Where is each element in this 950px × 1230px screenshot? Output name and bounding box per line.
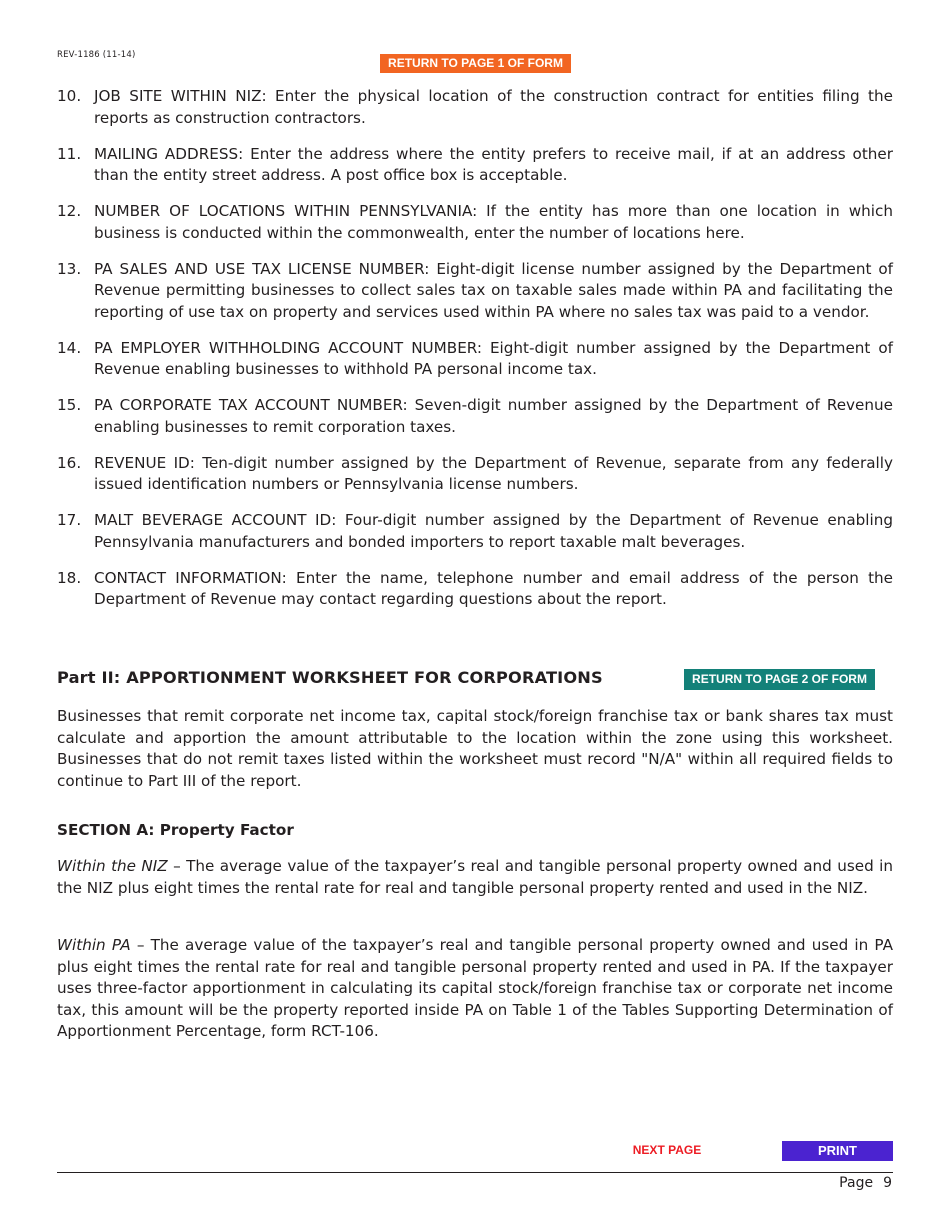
within-niz-text: – The average value of the taxpayer’s real and tangible personal property owned and used in the NIZ plus eight times the rental rate for real and tangible personal property rented and used in the NIZ.	[57, 857, 893, 897]
instruction-item-11	[57, 144, 893, 187]
item-number: 15.	[57, 396, 82, 414]
within-pa-lead: Within PA	[57, 936, 131, 954]
item-text: PA CORPORATE TAX ACCOUNT NUMBER: Seven-digit number assigned by the Department of Revenue enabling businesses to remit corporation taxes.	[94, 396, 893, 436]
part-2-heading: Part II: APPORTIONMENT WORKSHEET FOR CORPORATIONS	[57, 668, 603, 687]
item-number: 16.	[57, 453, 82, 472]
instruction-item-10	[57, 86, 893, 129]
item-number: 10.	[57, 87, 82, 105]
item-text: CONTACT INFORMATION: Enter the name, telephone number and email address of the person the Department of Revenue may contact regarding questions about the report.	[94, 568, 893, 608]
instruction-item-17	[57, 510, 893, 553]
instruction-item-12	[57, 201, 893, 244]
item-number: 13.	[57, 259, 82, 278]
return-to-page-1-button[interactable]: RETURN TO PAGE 1 OF FORM	[380, 54, 571, 73]
instruction-item-18	[57, 568, 893, 611]
instruction-item-13	[57, 259, 893, 324]
instruction-item-15	[57, 395, 893, 438]
item-text: MALT BEVERAGE ACCOUNT ID: Four-digit number assigned by the Department of Revenue enabling Pennsylvania manufacturers and bonded importers to report taxable malt beverages.	[94, 511, 893, 551]
form-code: REV-1186 (11-14)	[57, 50, 136, 60]
footer-divider	[57, 1172, 893, 1173]
item-number: 17.	[57, 511, 82, 529]
item-number: 12.	[57, 202, 82, 220]
instruction-item-16	[57, 453, 893, 496]
item-text: MAILING ADDRESS: Enter the address where the entity prefers to receive mail, if at an address other than the entity street address. A post office box is acceptable.	[94, 144, 893, 184]
within-pa-text: – The average value of the taxpayer’s real and tangible personal property owned and used in PA plus eight times the rental rate for real and tangible personal property rented and used in PA. If the taxpayer uses three-factor apportionment in calculating its capital stock/foreign franchise tax or corporate net income tax, this amount will be the property reported inside PA on Table 1 of the Tables Supporting Determination of Apportionment Percentage, form RCT-106.	[57, 936, 894, 1040]
within-niz-lead: Within the NIZ	[57, 857, 168, 875]
instruction-item-14	[57, 338, 893, 381]
page-footer	[839, 1175, 892, 1191]
item-number: 18.	[57, 568, 82, 587]
within-niz-paragraph	[57, 856, 893, 899]
item-text: REVENUE ID: Ten-digit number assigned by the Department of Revenue, separate from any federally issued identification numbers or Pennsylvania license numbers.	[94, 453, 893, 493]
next-page-button[interactable]: NEXT PAGE	[632, 1143, 702, 1157]
item-text: PA EMPLOYER WITHHOLDING ACCOUNT NUMBER: Eight-digit number assigned by the Department of Revenue enabling businesses to withhold PA personal income tax.	[94, 338, 893, 378]
return-to-page-2-button[interactable]: RETURN TO PAGE 2 OF FORM	[684, 669, 875, 690]
item-text: JOB SITE WITHIN NIZ: Enter the physical location of the construction contract for entities filing the reports as construction contractors.	[94, 87, 893, 127]
page-label: Page	[839, 1175, 874, 1191]
section-a-heading: SECTION A: Property Factor	[57, 821, 294, 839]
instruction-list	[57, 86, 893, 625]
page-number: 9	[883, 1175, 892, 1191]
item-number: 11.	[57, 144, 82, 163]
item-text: NUMBER OF LOCATIONS WITHIN PENNSYLVANIA: If the entity has more than one location in which business is conducted within the commonwealth, enter the number of locations here.	[94, 202, 893, 242]
item-number: 14.	[57, 338, 82, 357]
print-button[interactable]: PRINT	[782, 1141, 893, 1161]
part-2-intro: Businesses that remit corporate net income tax, capital stock/foreign franchise tax or bank shares tax must calculate and apportion the amount attributable to the location within the zone using this worksheet. Businesses that do not remit taxes listed within the worksheet must record "N/A" within all required fields to continue to Part III of the report.	[57, 707, 893, 790]
within-pa-paragraph	[57, 935, 893, 1043]
item-text: PA SALES AND USE TAX LICENSE NUMBER: Eight-digit license number assigned by the Department of Revenue permitting businesses to collect sales tax on taxable sales made within PA and facilitating the reporting of use tax on property and services used within PA where no sales tax was paid to a vendor.	[94, 259, 893, 321]
